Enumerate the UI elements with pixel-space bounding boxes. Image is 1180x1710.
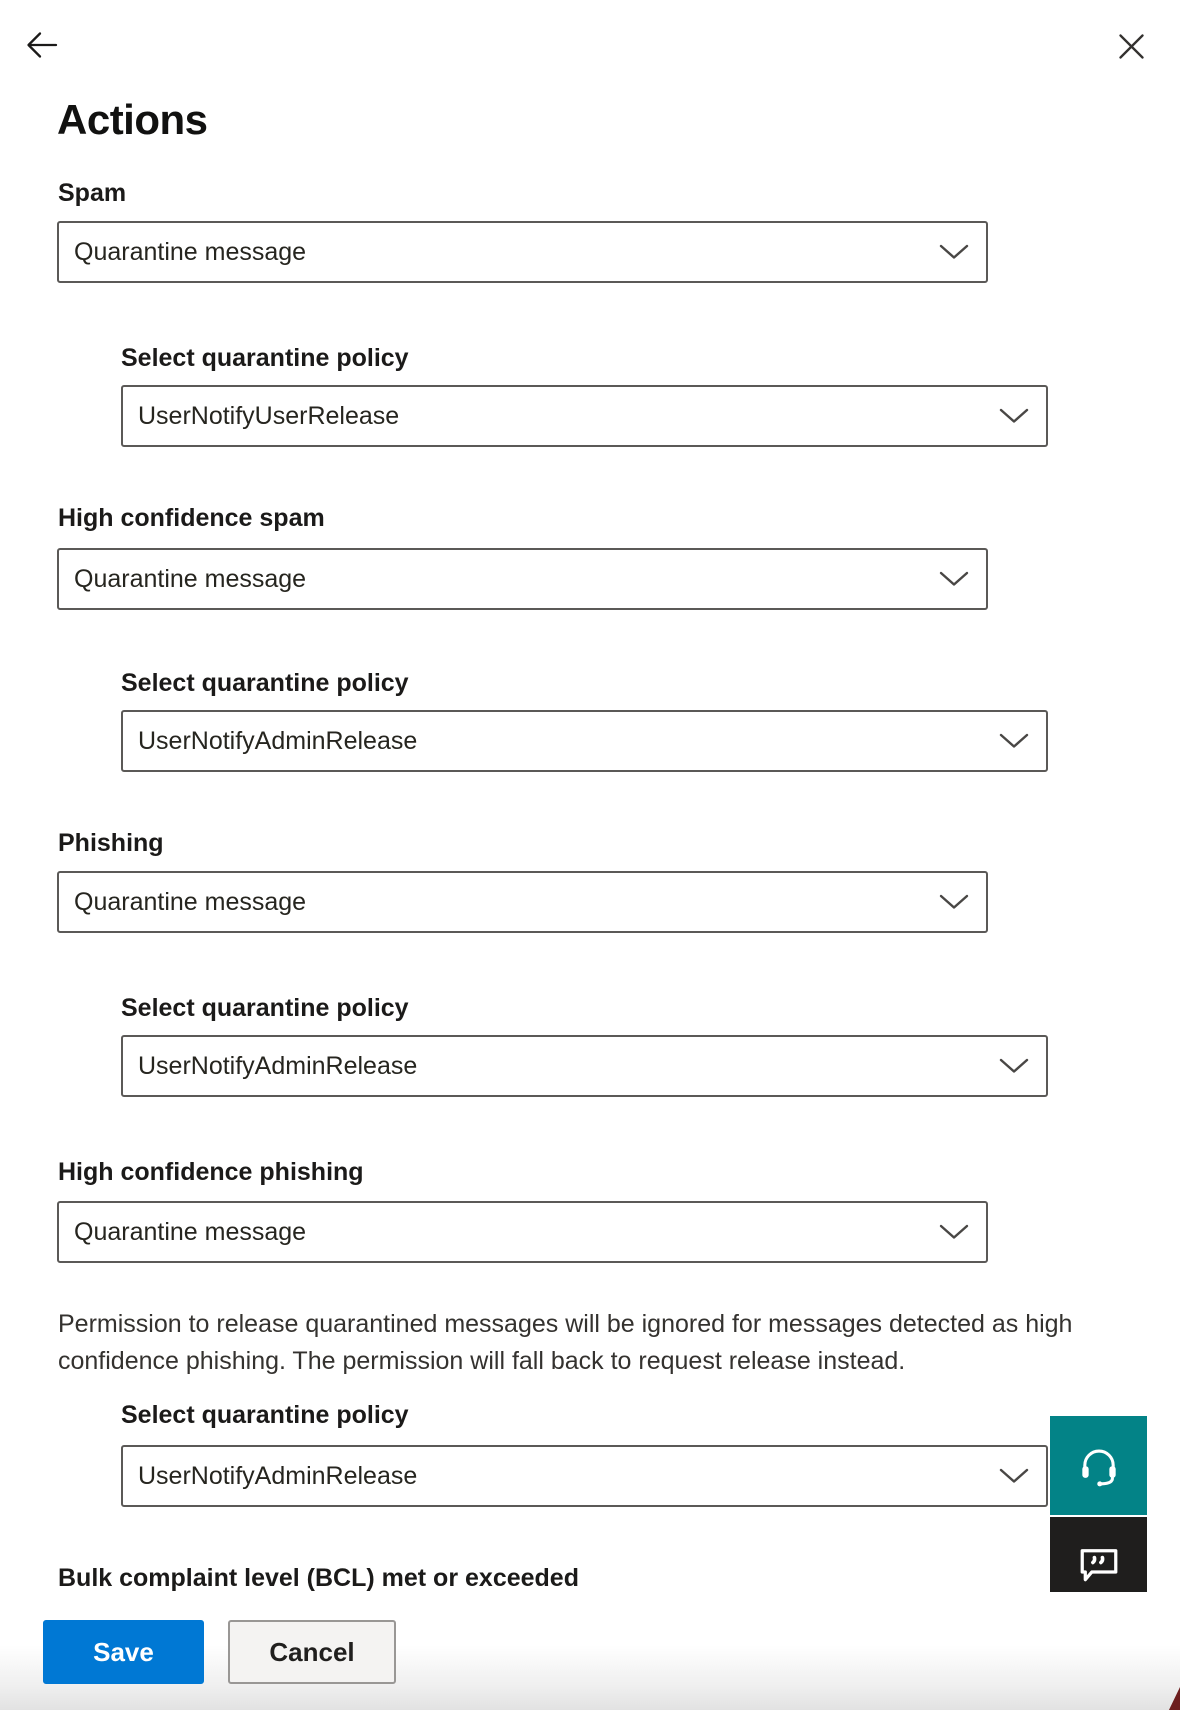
dropdown-value: Quarantine message xyxy=(74,564,307,593)
chevron-down-icon xyxy=(939,1224,969,1240)
chevron-down-icon xyxy=(999,1058,1029,1074)
high-confidence-spam-policy-dropdown[interactable] xyxy=(121,710,1048,772)
chevron-down-icon xyxy=(939,244,969,260)
page-title: Actions xyxy=(57,96,208,143)
chevron-down-icon xyxy=(999,1468,1029,1484)
footer-bar xyxy=(0,1592,1180,1710)
dropdown-value: Quarantine message xyxy=(74,1217,307,1246)
section-label-phishing: Phishing xyxy=(58,829,164,857)
dropdown-value: Quarantine message xyxy=(74,887,307,916)
spam-policy-dropdown[interactable] xyxy=(121,385,1048,447)
chevron-down-icon xyxy=(999,408,1029,424)
close-icon xyxy=(1118,33,1145,60)
dropdown-value: UserNotifyUserRelease xyxy=(138,401,400,430)
dropdown-value: Quarantine message xyxy=(74,237,307,266)
chevron-down-icon xyxy=(939,571,969,587)
back-button[interactable] xyxy=(25,29,59,61)
dropdown-value: UserNotifyAdminRelease xyxy=(138,1461,418,1490)
section-label-spam: Spam xyxy=(58,179,127,207)
phishing-policy-dropdown[interactable] xyxy=(121,1035,1048,1097)
cancel-button[interactable]: Cancel xyxy=(228,1620,396,1684)
headset-icon xyxy=(1076,1443,1122,1489)
section-label-high-confidence-spam: High confidence spam xyxy=(58,504,325,532)
high-confidence-phishing-policy-dropdown[interactable] xyxy=(121,1445,1048,1507)
spam-action-dropdown[interactable] xyxy=(57,221,988,283)
close-button[interactable] xyxy=(1118,33,1145,60)
chevron-down-icon xyxy=(939,894,969,910)
high-confidence-phishing-action-dropdown[interactable] xyxy=(57,1201,988,1263)
phishing-action-dropdown[interactable] xyxy=(57,871,988,933)
chevron-down-icon xyxy=(999,733,1029,749)
arrow-left-icon xyxy=(25,29,59,61)
save-button[interactable]: Save xyxy=(43,1620,204,1684)
policy-label-high-confidence-phishing: Select quarantine policy xyxy=(121,1401,409,1429)
policy-label-phishing: Select quarantine policy xyxy=(121,994,409,1022)
section-label-bulk-complaint-level: Bulk complaint level (BCL) met or exceeded xyxy=(58,1564,579,1592)
section-label-high-confidence-phishing: High confidence phishing xyxy=(58,1158,364,1186)
high-confidence-phishing-note: Permission to release quarantined messages will be ignored for messages detected as high confidence phishing. The permission will fall back to request release instead. xyxy=(58,1310,1073,1375)
dropdown-value: UserNotifyAdminRelease xyxy=(138,726,418,755)
high-confidence-spam-action-dropdown[interactable] xyxy=(57,548,988,610)
dropdown-value: UserNotifyAdminRelease xyxy=(138,1051,418,1080)
policy-label-spam: Select quarantine policy xyxy=(121,344,409,372)
help-widget-button[interactable] xyxy=(1050,1416,1147,1515)
policy-label-high-confidence-spam: Select quarantine policy xyxy=(121,669,409,697)
chat-bubble-icon xyxy=(1076,1545,1122,1585)
